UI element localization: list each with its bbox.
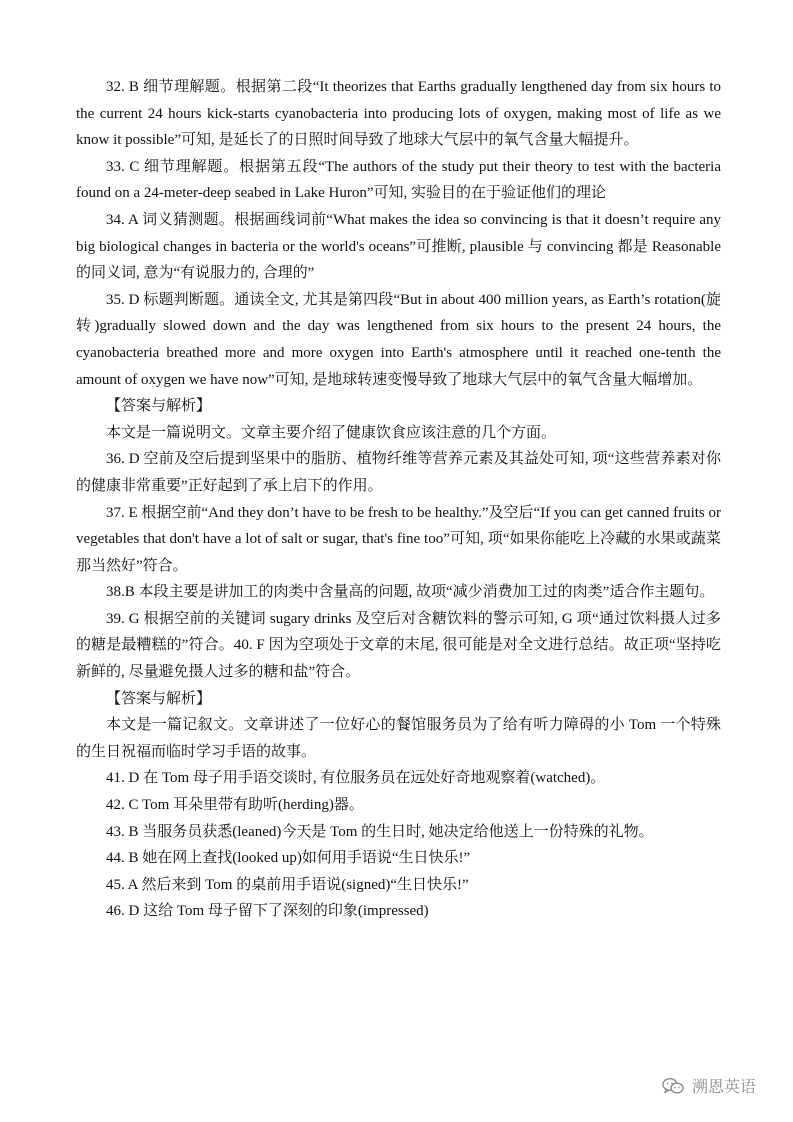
paragraph-q45: 45. A 然后来到 Tom 的桌前用手语说(signed)“生日快乐!” (106, 876, 469, 893)
wechat-icon (662, 1077, 684, 1095)
paragraph-q46: 46. D 这给 Tom 母子留下了深刻的印象(impressed) (106, 903, 429, 920)
section-heading: 【答案与解析】 (106, 398, 212, 415)
paragraph-q43: 43. B 当服务员获悉(leaned)今天是 Tom 的生日时, 她决定给他送上一份特殊的礼物。 (106, 823, 654, 840)
paragraph-q35: 35. D 标题判断题。通读全文, 尤其是第四段“But in about 400 million years, as Earth’s rotation(旋转)gradually slowed down and the day was lengthened from six hours to the present 24 hours, the cyanobacteria breathed more and more oxygen into Earth's atmosphere until it reached one-tenth the amount of oxygen we have now”可知, 是地球转速变慢导致了地球大气层中的氧气含量大幅增加。 (76, 291, 721, 388)
answer-explanations (76, 74, 721, 925)
paragraph-q44: 44. B 她在网上查找(looked up)如何用手语说“生日快乐!” (106, 850, 471, 867)
paragraph-q42: 42. C Tom 耳朵里带有助听(herding)器。 (106, 797, 364, 814)
paragraph-q38: 38.B 本段主要是讲加工的肉类中含量高的问题, 故项“减少消费加工过的肉类”适合作主题句。 (106, 584, 715, 601)
passage-summary: 本文是一篇记叙文。文章讲述了一位好心的餐馆服务员为了给有听力障碍的小 Tom 一个特殊的生日祝福而临时学习手语的故事。 (76, 717, 721, 760)
paragraph-q36: 36. D 空前及空后提到坚果中的脂肪、植物纤维等营养元素及其益处可知, 项“这些营养素对你的健康非常重要”正好起到了承上启下的作用。 (76, 451, 721, 494)
paragraph-q37: 37. E 根据空前“And they don’t have to be fresh to be healthy.”及空后“If you can get canned fruits or vegetables that don't have a lot of salt or sugar, that's fine too”可知, 项“如果你能吃上冷藏的水果或蔬菜那当然好”符合。 (76, 504, 721, 574)
watermark (662, 1074, 756, 1097)
passage-summary: 本文是一篇说明文。文章主要介绍了健康饮食应该注意的几个方面。 (106, 424, 557, 441)
paragraph-q33: 33. C 细节理解题。根据第五段“The authors of the study put their theory to test with the bacteria found on a 24-meter-deep seabed in Lake Huron”可知, 实验目的在于验证他们的理论 (76, 158, 721, 202)
watermark-text: 溯恩英语 (692, 1077, 757, 1096)
paragraph-q39-40: 39. G 根据空前的关键词 sugary drinks 及空后对含糖饮料的警示可知, G 项“通过饮料摄人过多的糖是最糟糕的”符合。40. F 因为空项处于文章的末尾, 很可能是对全文进行总结。故正项“坚持吃新鲜的, 尽量避免摄人过多的糖和盐”符合。 (76, 610, 721, 681)
section-heading: 【答案与解析】 (106, 690, 212, 707)
paragraph-q34: 34. A 词义猜测题。根据画线词前“What makes the idea so convincing is that it doesn’t require any big biological changes in bacteria or the world's oceans”可推断, plausible 与 convincing 都是 Reasonable 的同义词, 意为“有说服力的, 合理的” (76, 211, 721, 282)
paragraph-q41: 41. D 在 Tom 母子用手语交谈时, 有位服务员在远处好奇地观察着(watched)。 (106, 770, 606, 787)
paragraph-q32: 32. B 细节理解题。根据第二段“It theorizes that Earths gradually lengthened day from six hours to the current 24 hours kick-starts cyanobacteria into producing lots of oxygen, making most of life as we know it possible”可知, 是延长了的日照时间导致了地球大气层中的氧气含量大幅提升。 (76, 79, 721, 149)
